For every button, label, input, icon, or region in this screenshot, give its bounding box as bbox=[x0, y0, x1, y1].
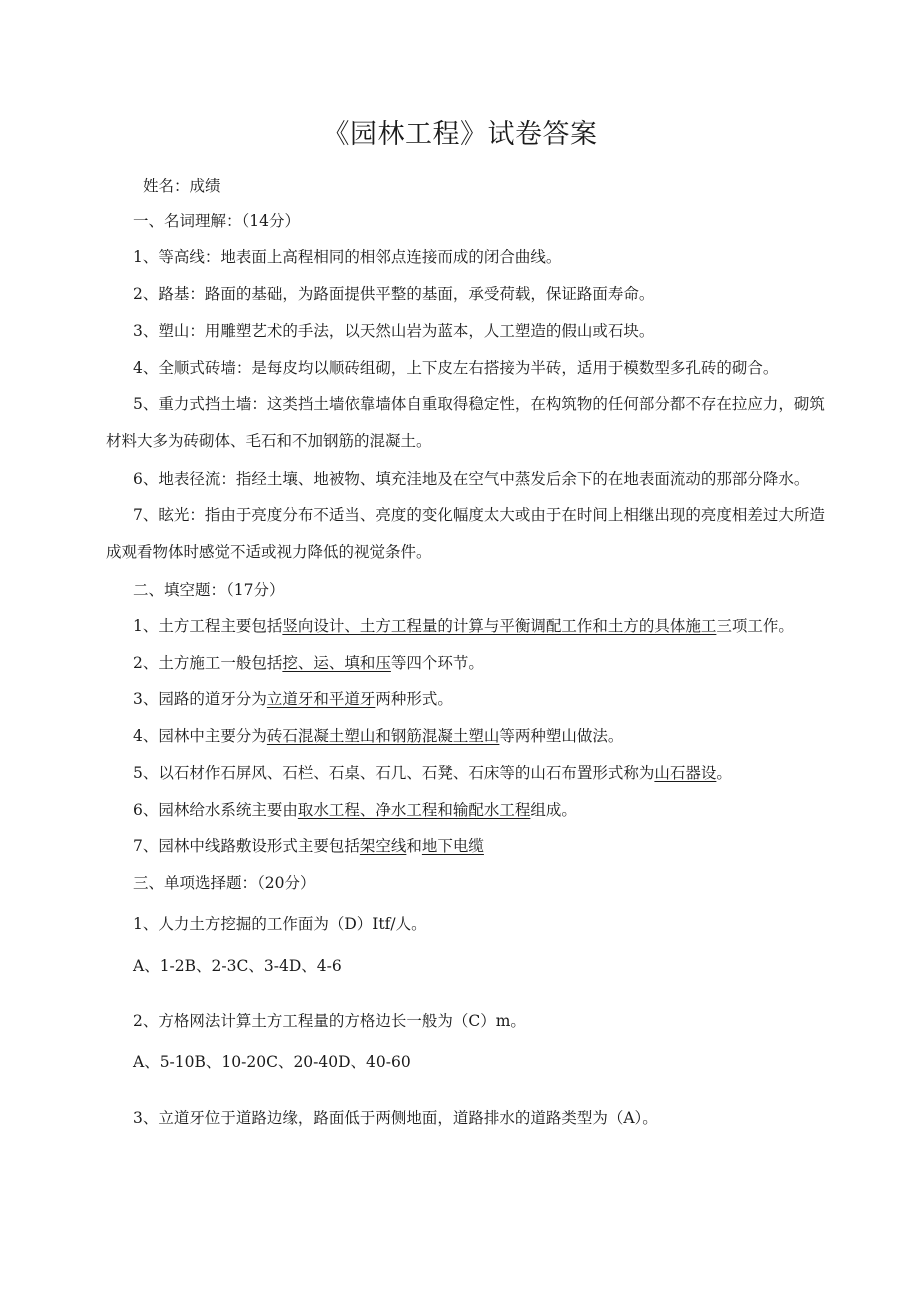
fill-blank-item bbox=[133, 800, 577, 820]
definition-item: 2、路基：路面的基础，为路面提供平整的基面，承受荷载，保证路面寿命。 bbox=[133, 285, 655, 303]
underlined-answer: 取水工程、净水工程和输配水工程 bbox=[297, 801, 531, 819]
fill-blank-item bbox=[133, 689, 453, 709]
page-title: 《园林工程》试卷答案 bbox=[322, 119, 598, 150]
underlined-answer: 架空线 bbox=[359, 837, 407, 855]
question-text: 5、以石材作石屏风、石栏、石桌、石几、石凳、石床等的山石布置形式称为 bbox=[133, 764, 655, 782]
question-text: 1、土方工程主要包括 bbox=[133, 617, 283, 635]
question-text: 等四个环节。 bbox=[390, 654, 484, 672]
choice-question: 1、人力土方挖掘的工作面为（D）Itf/人。 bbox=[133, 915, 427, 933]
underlined-answer: 山石器设 bbox=[654, 764, 717, 782]
section3-heading: 三、单项选择题：（20分） bbox=[133, 874, 316, 892]
definition-item: 3、塑山：用雕塑艺术的手法，以天然山岩为蓝本，人工塑造的假山或石块。 bbox=[133, 322, 655, 340]
choice-question: 2、方格网法计算土方工程量的方格边长一般为（C）m。 bbox=[133, 1012, 526, 1030]
question-text: 组成。 bbox=[530, 801, 577, 819]
question-text: 2、土方施工一般包括 bbox=[133, 654, 283, 672]
choice-question: 3、立道牙位于道路边缘，路面低于两侧地面，道路排水的道路类型为（A）。 bbox=[133, 1109, 658, 1127]
fill-blank-item bbox=[133, 726, 623, 746]
underlined-answer: 地下电缆 bbox=[421, 837, 484, 855]
underlined-answer: 立道牙和平道牙 bbox=[266, 690, 376, 708]
section2-heading: 二、填空题：（17分） bbox=[133, 581, 285, 599]
question-text: 两种形式。 bbox=[375, 690, 453, 708]
question-text: 和 bbox=[406, 837, 422, 855]
definition-item: 5、重力式挡土墙：这类挡土墙依靠墙体自重取得稳定性，在构筑物的任何部分都不存在拉应力，砌筑材料大多为砖砌体、毛石和不加钢筋的混凝土。 bbox=[106, 395, 825, 450]
question-text: 6、园林给水系统主要由 bbox=[133, 801, 298, 819]
underlined-answer: 砖石混凝土塑山和钢筋混凝土塑山 bbox=[266, 727, 500, 745]
section1-heading: 一、名词理解：（14分） bbox=[133, 212, 300, 230]
question-text: 4、园林中主要分为 bbox=[133, 727, 267, 745]
choice-options: A、5-10B、10-20C、20-40D、40-60 bbox=[133, 1053, 411, 1071]
question-text: 3、园路的道牙分为 bbox=[133, 690, 267, 708]
fill-blank-item bbox=[133, 763, 732, 783]
question-text: 等两种塑山做法。 bbox=[499, 727, 624, 745]
name-score-line: 姓名：成绩 bbox=[143, 177, 221, 195]
fill-blank-item bbox=[133, 836, 484, 856]
fill-blank-item bbox=[133, 616, 794, 636]
definition-item: 7、眩光：指由于亮度分布不适当、亮度的变化幅度太大或由于在时间上相继出现的亮度相差过大所造成观看物体时感觉不适或视力降低的视觉条件。 bbox=[106, 506, 825, 561]
question-text: 7、园林中线路敷设形式主要包括 bbox=[133, 837, 360, 855]
underlined-answer: 挖、运、填和压 bbox=[282, 654, 391, 672]
definition-item: 1、等高线：地表面上高程相同的相邻点连接而成的闭合曲线。 bbox=[133, 248, 562, 266]
question-text: 。 bbox=[716, 764, 732, 782]
definition-item: 4、全顺式砖墙：是每皮均以顺砖组砌，上下皮左右搭接为半砖，适用于模数型多孔砖的砌合。 bbox=[133, 359, 779, 377]
fill-blank-item bbox=[133, 653, 484, 673]
choice-options: A、1-2B、2-3C、3-4D、4-6 bbox=[133, 957, 342, 975]
definition-item: 6、地表径流：指经土壤、地被物、填充洼地及在空气中蒸发后余下的在地表面流动的那部分降水。 bbox=[133, 470, 810, 488]
question-text: 三项工作。 bbox=[716, 617, 794, 635]
underlined-answer: 竖向设计、土方工程量的计算与平衡调配工作和土方的具体施工 bbox=[282, 617, 717, 635]
